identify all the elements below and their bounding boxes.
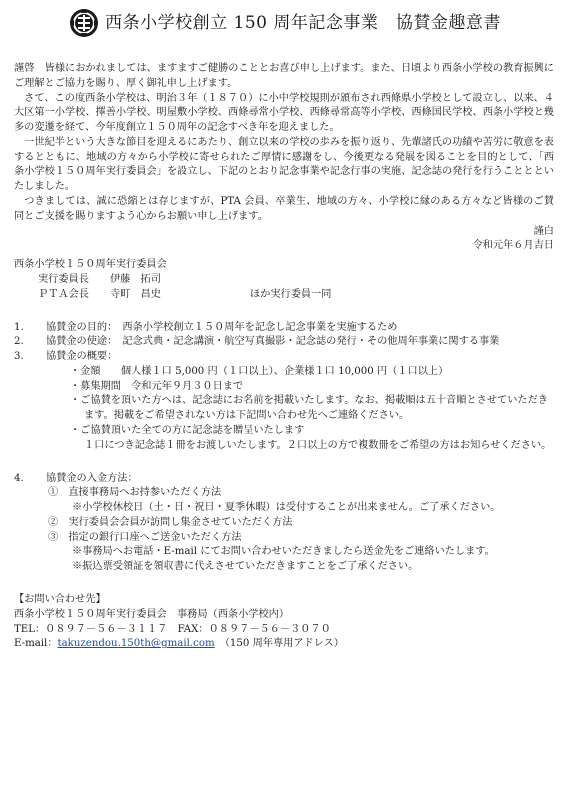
contact-email-row [14, 637, 554, 652]
detail-item-usage [14, 335, 554, 350]
contact-email-link[interactable]: takuzendou.150th@gmail.com [57, 638, 215, 650]
school-emblem-icon [69, 8, 99, 38]
contact-email-label: E-mail： [14, 638, 58, 650]
payment-method-3: ③ 指定の銀行口座へご送金いただく方法 [48, 531, 242, 543]
organizer-person: 伊藤 拓司 [110, 273, 161, 285]
organizer-role: 実行委員長 [38, 273, 89, 285]
item-number: 1. [14, 321, 24, 333]
document-body [14, 62, 554, 652]
payment-method-1: ① 直接事務局へお持参いただく方法 [48, 487, 222, 499]
contact-block [14, 593, 554, 652]
overview-gift-1: ・ご協賛頂いた全ての方に記念誌を贈呈いたします [70, 424, 305, 436]
organizer-name: 西条小学校１５０周年実行委員会 [14, 259, 167, 271]
item-number: 4. [14, 472, 24, 484]
overview-period: ・募集期間 令和元年９月３０日まで [70, 380, 244, 392]
item-text: 協賛金の使途： 記念式典・記念講演・航空写真撮影・記念誌の発行・その他周年事業に関する事業 [46, 336, 500, 348]
document-title: 西条小学校創立 150 周年記念事業 協賛金趣意書 [105, 12, 501, 33]
payment-method-1-note: ※小学校休校日（土・日・祝日・夏季休暇）は受付することが出来ません。ご了承ください。 [72, 502, 501, 514]
greeting-paragraph-1: 謹啓 皆様におかれましては、ますますご健勝のこととお喜び申し上げます。また、日頃より西条小学校の教育振興にご理解とご協力を賜り、厚く御礼申し上げます。 [14, 63, 554, 89]
item-text: 協賛金の入金方法： [46, 472, 138, 484]
contact-heading: 【お問い合わせ先】 [14, 594, 106, 605]
payment-method-3-note-1: ※事務局へお電話・E-mail にてお問い合わせいただきましたら送金先をご連絡いたします。 [72, 546, 495, 558]
issue-date: 令和元年６月吉日 [472, 240, 554, 252]
closing-word: 謹白 [533, 225, 554, 237]
detail-item-payment [14, 472, 554, 487]
overview-gift-2: １口につき記念誌１冊をお渡しいたします。２口以上の方で複数冊をご希望の方はお知らせください。 [84, 439, 552, 451]
payment-method-3-note-2: ※振込票受領証を領収書に代えさせていただきますことをご了承ください。 [72, 561, 419, 573]
detail-item-purpose [14, 321, 554, 336]
payment-method-2: ② 実行委員会会員が訪問し集金させていただく方法 [48, 516, 293, 528]
greeting-paragraph-3: 一世紀半という大きな節目を迎えるにあたり、創立以来の学校の歩みを振り返り、先輩諸氏の功績や苦労に敬意を表するとともに、地域の方々から小学校に寄せられたご厚情に感謝をし、今後更なる発展を図ることを目的として、「西条小学校１５０周年実行委員会」を設立し、下記のとおり記念事業や記念行事の実施、記念誌の発行を行うこととといたしました。 [14, 136, 554, 193]
overview-listing-2: ます。掲載をご希望されない方は下記問い合わせ先へご連絡ください。 [84, 410, 410, 422]
item-number: 2. [14, 336, 24, 348]
organizer-person: 寺町 昌史 [110, 288, 161, 300]
payment-methods [14, 472, 554, 575]
contact-email-note: （150 周年専用アドレス） [224, 638, 344, 650]
greeting-paragraph-4: つきましては、誠に恐縮とは存じますが、PTA 会員、卒業生、地域の方々、小学校に縁のある方々など皆様のご賛同とご支援を賜りますよう心からお願い申し上げます。 [14, 196, 554, 222]
greeting-paragraph-2: さて、この度西条小学校は、明治３年（１８７０）に小中学校規則が頒布され西條県小学校として設立し、以来、４大区第一小学校、擇善小学校、明屋敷小学校、西條尋常小学校、西條尋常高等小学校、西條国民学校、西条小学校と幾多の変遷を経て、今年度創立１５０周年の記念すべき年を迎えました。 [14, 92, 554, 134]
organizer-others: ほか実行委員一同 [250, 288, 332, 300]
document-header [0, 6, 570, 40]
detail-item-overview [14, 350, 554, 365]
organizer-role: ＰＴＡ会長 [38, 288, 89, 300]
item-text: 協賛金の概要： [46, 351, 118, 363]
contact-office: 西条小学校１５０周年実行委員会 事務局（西条小学校内） [14, 608, 290, 620]
organizer-row [14, 288, 554, 303]
organizer-block [14, 258, 554, 302]
item-text: 協賛金の目的： 西条小学校創立１５０周年を記念し記念事業を実施するため [46, 321, 398, 333]
overview-amount: ・金額 個人様１口 5,000 円（１口以上）、企業様１口 10,000 円（１口以上） [70, 365, 449, 377]
item-number: 3. [14, 351, 24, 363]
overview-listing-1: ・ご協賛を頂いた方へは、記念誌にお名前を掲載いたします。なお、掲載順は五十音順とさせていただき [70, 395, 548, 407]
organizer-row [14, 273, 554, 288]
contact-phone: TEL：０８９７－５６－３１１７ FAX：０８９７－５６－３０７０ [14, 623, 331, 635]
sponsorship-details [14, 321, 554, 454]
